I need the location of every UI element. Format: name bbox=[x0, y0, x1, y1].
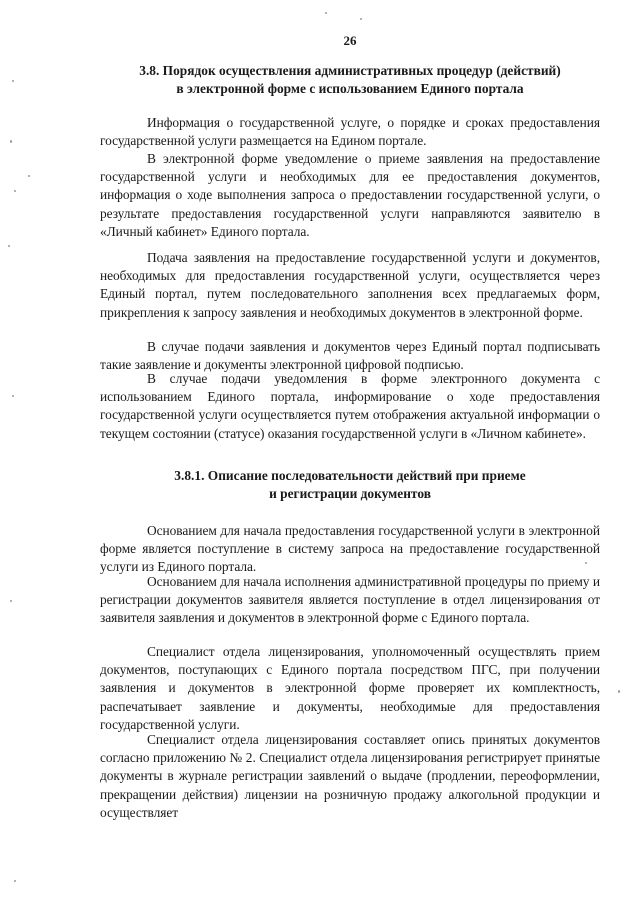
scan-speck bbox=[14, 190, 16, 192]
paragraph: Подача заявления на предоставление государственной услуги и документов, необходимых для предоставления государственной услуги, осуществляется через Единый портал, путем последовательного заполнения всех предлагаемых форм, прикрепления к запросу заявления и необходимых документов в электронной форме. bbox=[100, 250, 600, 320]
paragraph: Специалист отдела лицензирования составляет опись принятых документов согласно приложению № 2. Специалист отдела лицензирования регистрирует принятые документы в журнале регистрации заявлений о выдаче (продлении, переоформлении, прекращении действия) лицензии на розничную продажу алкогольной продукции и осуществляет bbox=[100, 732, 600, 820]
paragraph: Информация о государственной услуге, о порядке и сроках предоставления государственной услуги размещается на Едином портале. bbox=[100, 115, 600, 149]
scan-speck bbox=[14, 880, 16, 882]
paragraph: В случае подачи заявления и документов через Единый портал подписывать такие заявление и документы электронной цифровой подписью. bbox=[100, 339, 600, 373]
paragraph: Основанием для начала исполнения административной процедуры по приему и регистрации документов заявителя является поступление в отдел лицензирования от заявителя заявления и документов в электронной форме с Единого портала. bbox=[100, 574, 600, 626]
scan-speck bbox=[10, 140, 12, 143]
scan-speck bbox=[360, 18, 362, 20]
subsection-heading-line-2: и регистрации документов bbox=[269, 486, 431, 501]
scan-speck bbox=[585, 562, 587, 564]
paragraph: Специалист отдела лицензирования, уполномоченный осуществлять прием документов, поступающих с Единого портала посредством ПГС, при получении заявления и документов в электронной форме проверяет их комплектность, распечатывает заявление и документы, необходимые для предоставления государственной услуги. bbox=[100, 644, 600, 732]
section-heading-line-2: в электронной форме с использованием Единого портала bbox=[176, 81, 524, 96]
paragraph: Основанием для начала предоставления государственной услуги в электронной форме является поступление в систему запроса на предоставление государственной услуги из Единого портала. bbox=[100, 523, 600, 575]
paragraph: В электронной форме уведомление о приеме заявления на предоставление государственной услуги и необходимых для ее предоставления документов, информация о ходе выполнения запроса о предоставлении государственной услуги, о результате предоставления государственной услуги направляются заявителю в «Личный кабинет» Единого портала. bbox=[100, 151, 600, 239]
subsection-heading-line-1: 3.8.1. Описание последовательности действий при приеме bbox=[174, 468, 526, 483]
section-heading bbox=[100, 62, 600, 98]
scan-speck bbox=[10, 600, 12, 602]
scan-speck bbox=[28, 175, 30, 177]
scan-speck bbox=[325, 12, 327, 14]
scan-speck bbox=[8, 245, 10, 247]
scan-speck bbox=[12, 80, 14, 82]
subsection-heading bbox=[100, 467, 600, 503]
scan-speck bbox=[618, 690, 620, 693]
paragraph: В случае подачи уведомления в форме электронного документа с использованием Единого портала, информирование о ходе предоставления государственной услуги осуществляется путем отображения актуальной информации о текущем состоянии (статусе) оказания государственной услуги в «Личном кабинете». bbox=[100, 371, 600, 441]
section-heading-line-1: 3.8. Порядок осуществления административных процедур (действий) bbox=[139, 63, 561, 78]
page-number: 26 bbox=[343, 33, 357, 48]
scan-speck bbox=[12, 395, 14, 397]
